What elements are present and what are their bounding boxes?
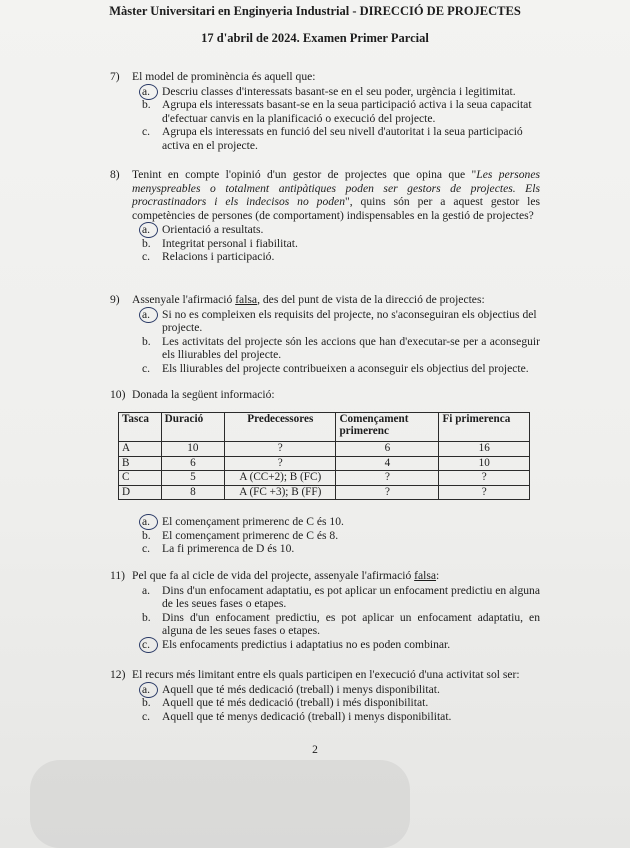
table-cell: 10 bbox=[439, 456, 530, 471]
question-7 bbox=[110, 70, 540, 152]
column-header: Tasca bbox=[119, 413, 162, 442]
question-12 bbox=[110, 668, 540, 723]
table-row bbox=[119, 442, 530, 457]
question-number: 7) bbox=[110, 70, 120, 83]
option-a: a. Orientació a resultats. bbox=[142, 223, 540, 237]
question-text: Donada la següent informació: bbox=[132, 388, 275, 401]
page-number: 2 bbox=[312, 744, 318, 756]
column-header: Començament primerenc bbox=[336, 413, 439, 442]
course-title: Màster Universitari en Enginyeria Industrial - DIRECCIÓ DE PROJECTES bbox=[109, 4, 521, 18]
table-cell: A (CC+2); B (FC) bbox=[225, 471, 336, 486]
question-text: Tenint en compte l'opinió d'un gestor de projectes que opina que "Les persones menyspreables o totalment antipàtiques poden ser gestors de projectes. Els procrastinadors i els indecisos no poden", quins són per a aquest gestor les competències de persones (de comportament) indispensables en la gestió de projectes? bbox=[132, 168, 540, 222]
option-c: c. La fi primerenca de D és 10. bbox=[142, 542, 295, 555]
question-text: El recurs més limitant entre els quals participen en l'execució d'una activitat sol ser: bbox=[132, 668, 520, 681]
answer-circle-mark bbox=[139, 307, 158, 323]
question-11 bbox=[110, 569, 540, 651]
column-header: Predecessores bbox=[225, 413, 336, 442]
table-row bbox=[119, 485, 530, 500]
option-c: c. Agrupa els interessats en funció del seu nivell d'autoritat i la seua participació activa en el projecte. bbox=[142, 125, 523, 152]
table-row bbox=[119, 471, 530, 486]
option-c: c. Els lliurables del projecte contribueixen a aconseguir els objectius del projecte. bbox=[142, 361, 529, 375]
table-cell: ? bbox=[439, 485, 530, 500]
question-10 bbox=[110, 388, 540, 402]
option-c: c. Els enfocaments predictius i adaptatius no es poden combinar. bbox=[142, 638, 540, 652]
table-cell: 6 bbox=[336, 442, 439, 457]
table-cell: C bbox=[119, 471, 162, 486]
question-number: 12) bbox=[110, 668, 126, 681]
question-number: 9) bbox=[110, 293, 120, 306]
table-cell: A (FC +3); B (FF) bbox=[225, 485, 336, 500]
table-cell: 4 bbox=[336, 456, 439, 471]
table-cell: ? bbox=[336, 471, 439, 486]
option-b: b. El començament primerenc de C és 8. bbox=[142, 528, 339, 542]
option-c: c. Aquell que té menys dedicació (treball) i menys disponibilitat. bbox=[142, 709, 452, 723]
table-cell: A bbox=[119, 442, 162, 457]
answer-circle-mark bbox=[139, 637, 158, 653]
table-cell: ? bbox=[336, 485, 439, 500]
question-text: Assenyale l'afirmació falsa, des del punt de vista de la direcció de projectes: bbox=[132, 293, 485, 306]
option-a: a. Descriu classes d'interessats basant-se en el seu poder, urgència i legitimitat. bbox=[142, 85, 540, 99]
option-b: b. Integritat personal i fiabilitat. bbox=[142, 236, 298, 250]
table-header-row bbox=[119, 413, 530, 442]
table-cell: D bbox=[119, 485, 162, 500]
option-b: b. Aquell que té més dedicació (treball) i més disponibilitat. bbox=[142, 696, 429, 709]
question-text: El model de prominència és aquell que: bbox=[132, 70, 316, 83]
question-number: 10) bbox=[110, 388, 126, 401]
question-9 bbox=[110, 293, 540, 375]
option-a: a. Si no es compleixen els requisits del projecte, no s'aconseguiran els objectius del projecte. bbox=[142, 308, 540, 335]
option-c: c. Relacions i participació. bbox=[142, 250, 275, 263]
table-cell: 8 bbox=[161, 485, 224, 500]
table-row bbox=[119, 456, 530, 471]
question-text: Pel que fa al cicle de vida del projecte, assenyale l'afirmació falsa: bbox=[132, 569, 440, 582]
question-number: 11) bbox=[110, 569, 126, 582]
option-b: b. Les activitats del projecte són les accions que han d'executar-se per a aconseguir els lliurables del projecte. bbox=[142, 334, 540, 361]
column-header: Fi primerenca bbox=[439, 413, 530, 442]
table-cell: ? bbox=[225, 456, 336, 471]
schedule-table bbox=[118, 412, 530, 500]
photo-shadow bbox=[30, 760, 410, 848]
table-cell: ? bbox=[439, 471, 530, 486]
table-cell: 6 bbox=[161, 456, 224, 471]
option-b: b. Agrupa els interessats basant-se en la seua participació activa i la seua capacitat d'efectuar canvis en la planificació o execució del projecte. bbox=[142, 98, 532, 125]
question-8 bbox=[110, 168, 540, 264]
option-a: a. Aquell que té més dedicació (treball) i menys disponibilitat. bbox=[142, 683, 540, 697]
table-cell: ? bbox=[225, 442, 336, 457]
question-number: 8) bbox=[110, 168, 120, 181]
option-a: a. Dins d'un enfocament adaptatiu, es pot aplicar un enfocament predictiu en alguna de les seues fases o etapes. bbox=[142, 583, 540, 610]
table-cell: 5 bbox=[161, 471, 224, 486]
table-cell: 10 bbox=[161, 442, 224, 457]
column-header: Duració bbox=[161, 413, 224, 442]
table-cell: 16 bbox=[439, 442, 530, 457]
exam-date: 17 d'abril de 2024. Examen Primer Parcial bbox=[201, 31, 429, 45]
option-a: a. El començament primerenc de C és 10. bbox=[142, 515, 540, 529]
option-b: b. Dins d'un enfocament predictiu, es pot aplicar un enfocament adaptatiu, en alguna de les seues fases o etapes. bbox=[142, 610, 540, 637]
question-10-options bbox=[110, 514, 540, 556]
table-cell: B bbox=[119, 456, 162, 471]
